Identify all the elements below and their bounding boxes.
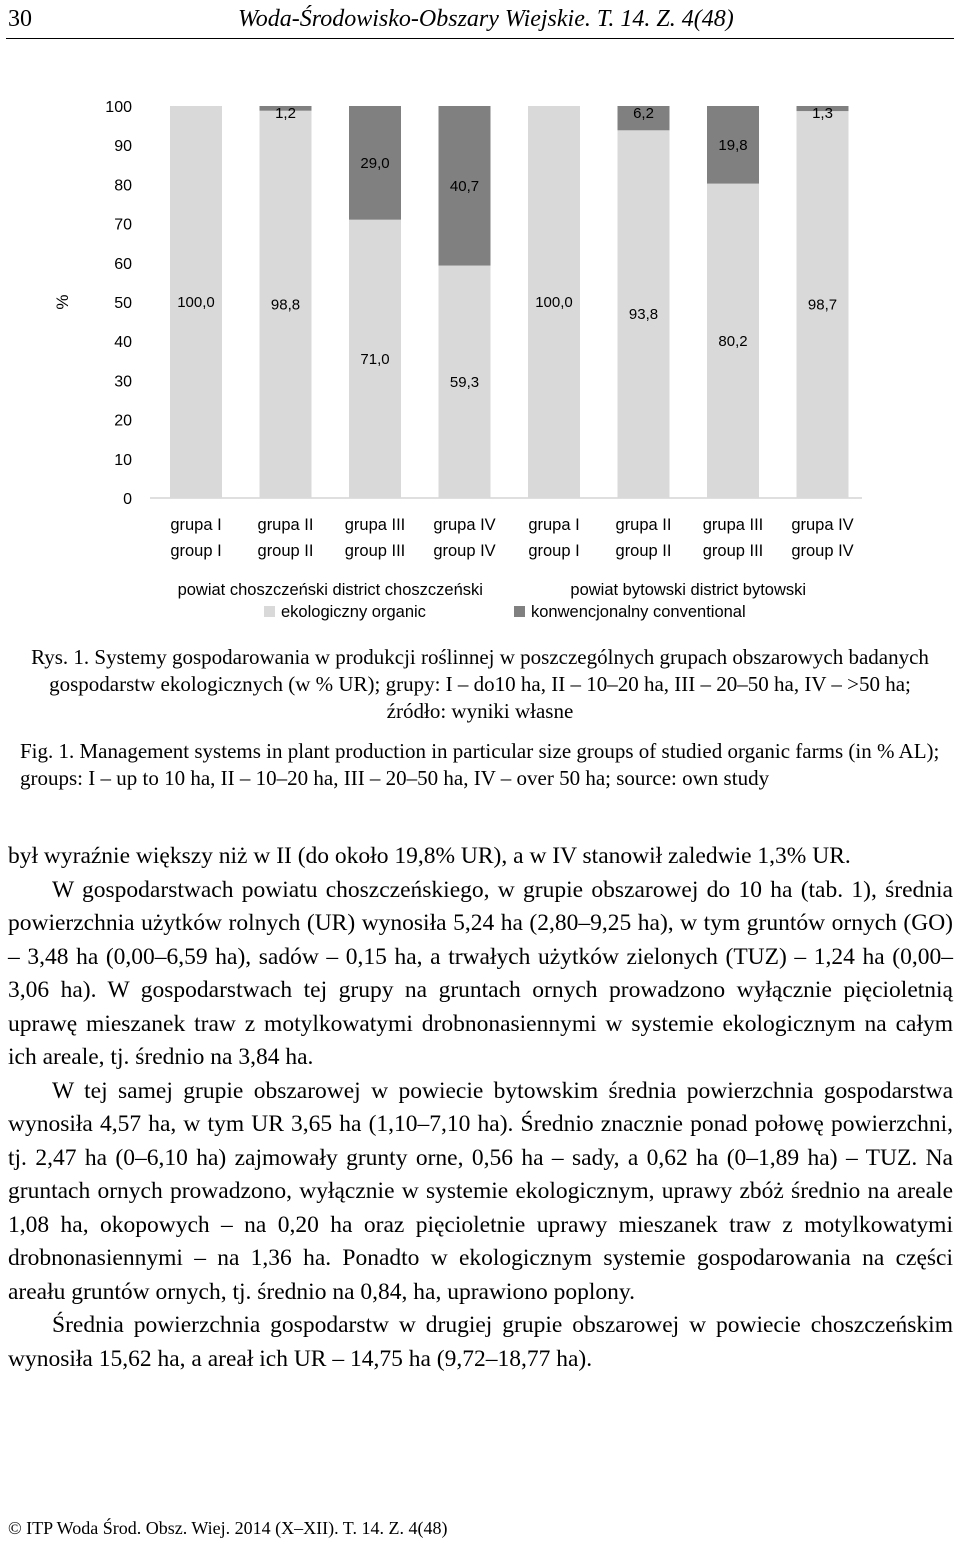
data-label-organic: 98,8 xyxy=(270,296,301,314)
body-text xyxy=(8,840,953,1376)
category-label: grupa II xyxy=(615,516,672,534)
y-tick-label: 50 xyxy=(114,295,132,312)
legend-swatch-organic xyxy=(264,606,275,617)
data-label-conventional: 19,8 xyxy=(718,136,748,154)
page-footer: © ITP Woda Środ. Obsz. Wiej. 2014 (X–XII). T. 14. Z. 4(48) xyxy=(8,1518,448,1538)
y-axis-label: % xyxy=(53,294,72,310)
category-label: grupa I xyxy=(170,516,222,534)
page-header xyxy=(6,4,954,39)
category-label: group II xyxy=(257,542,314,560)
category-label: grupa I xyxy=(528,516,580,534)
group-label: powiat choszczeński district choszczeński xyxy=(177,581,483,599)
category-label: group II xyxy=(615,542,672,560)
category-label: group III xyxy=(702,542,764,560)
category-label: group I xyxy=(170,542,222,560)
data-label-organic: 98,7 xyxy=(807,296,838,314)
category-label: grupa III xyxy=(344,516,406,534)
page-number: 30 xyxy=(8,6,32,32)
data-label-organic: 71,0 xyxy=(360,350,390,368)
data-label-organic: 93,8 xyxy=(628,306,659,324)
category-label: group IV xyxy=(791,542,854,560)
legend-label-conventional: konwencjonalny conventional xyxy=(531,603,746,621)
category-label: group III xyxy=(344,542,406,560)
legend-swatch-conventional xyxy=(514,606,525,617)
data-label-conventional: 1,3 xyxy=(812,105,833,122)
y-tick-label: 40 xyxy=(114,334,132,352)
category-label: grupa II xyxy=(257,516,314,534)
category-label: grupa IV xyxy=(791,516,854,534)
data-label-organic: 59,3 xyxy=(449,373,480,391)
y-tick-label: 90 xyxy=(114,138,132,156)
data-label-organic: 100,0 xyxy=(535,294,573,311)
y-tick-label: 70 xyxy=(114,216,132,234)
data-label-organic: 80,2 xyxy=(718,332,748,350)
figure-caption-pl: Rys. 1. Systemy gospodarowania w produkcji roślinnej w poszczególnych grupach obszarowych badanych gospodarstw ekologicznych (w % UR); grupy: I – do10 ha, II – 10–20 ha, III – 20–50 ha, IV – >50 ha; źródło: wyniki własne xyxy=(31,645,929,723)
y-tick-label: 60 xyxy=(114,255,132,273)
paragraph: był wyraźnie większy niż w II (do około 19,8% UR), a w IV stanowił zaledwie 1,3% UR. xyxy=(8,843,851,869)
paragraph: Średnia powierzchnia gospodarstw w drugiej grupie obszarowej w powiecie choszczeńskim wynosiła 15,62 ha, a areał ich UR – 14,75 ha (9,72–18,77 ha). xyxy=(8,1312,953,1372)
y-tick-label: 20 xyxy=(114,412,132,430)
category-label: grupa IV xyxy=(433,516,496,534)
y-tick-label: 0 xyxy=(123,491,132,508)
category-label: group IV xyxy=(433,542,496,560)
y-tick-label: 80 xyxy=(114,177,132,195)
legend-label-organic: ekologiczny organic xyxy=(281,603,426,621)
journal-title: Woda-Środowisko-Obszary Wiejskie. T. 14. Z. 4(48) xyxy=(238,6,734,32)
y-tick-label: 100 xyxy=(105,99,132,116)
paragraph: W tej samej grupie obszarowej w powiecie bytowskim średnia powierzchnia gospodarstwa wynosiła 4,57 ha, w tym UR 3,65 ha (1,10–7,10 ha). Średnio znacznie ponad połowę powierzchni, tj. 2,47 ha (0–6,10 ha) zajmowały grunty orne, 0,56 ha – sady, a 0,62 ha (0–1,89 ha) – TUZ. Na gruntach ornych prowadzono, wyłącznie w systemie ekologicznym, uprawy zbóż średnio na areale 1,08 ha, okopowych – na 0,20 ha oraz pięcioletnie uprawy mieszanek traw z motylkowatymi drobnonasiennymi – na 1,36 ha. Ponadto w ekologicznym systemie gospodarowania na części areału gruntów ornych, tj. średnio na 0,84, ha, uprawiono poplony. xyxy=(8,1077,953,1305)
category-label: group I xyxy=(528,542,580,560)
y-tick-label: 30 xyxy=(114,373,132,391)
paragraph: W gospodarstwach powiatu choszczeńskiego, w grupie obszarowej do 10 ha (tab. 1), średnia powierzchnia użytków rolnych (UR) wynosiła 5,24 ha (2,80–9,25 ha), w tym gruntów ornych (GO) – 3,48 ha (0,00–6,59 ha), sadów – 0,15 ha, a trwałych użytków zielonych (TUZ) – 1,24 ha (0,00–3,06 ha). W gospodarstwach tej grupy na gruntach ornych prowadzono wyłącznie pięcioletnią uprawę mieszanek traw z motylkowatymi drobnonasiennymi w systemie ekologicznym na całym ich areale, tj. średnio na 3,84 ha. xyxy=(8,876,953,1070)
group-label: powiat bytowski district bytowski xyxy=(570,581,807,599)
y-tick-label: 10 xyxy=(114,451,132,469)
data-label-conventional: 1,2 xyxy=(275,105,296,122)
figure-caption-en: Fig. 1. Management systems in plant production in particular size groups of studied organic farms (in % AL); groups: I – up to 10 ha, II – 10–20 ha, III – 20–50 ha, IV – over 50 ha; source: own study xyxy=(20,739,940,790)
category-label: grupa III xyxy=(702,516,764,534)
data-label-conventional: 6,2 xyxy=(633,105,654,122)
data-label-conventional: 40,7 xyxy=(449,177,480,195)
data-label-organic: 100,0 xyxy=(177,294,215,311)
data-label-conventional: 29,0 xyxy=(360,154,390,172)
stacked-bar-chart xyxy=(0,88,960,628)
